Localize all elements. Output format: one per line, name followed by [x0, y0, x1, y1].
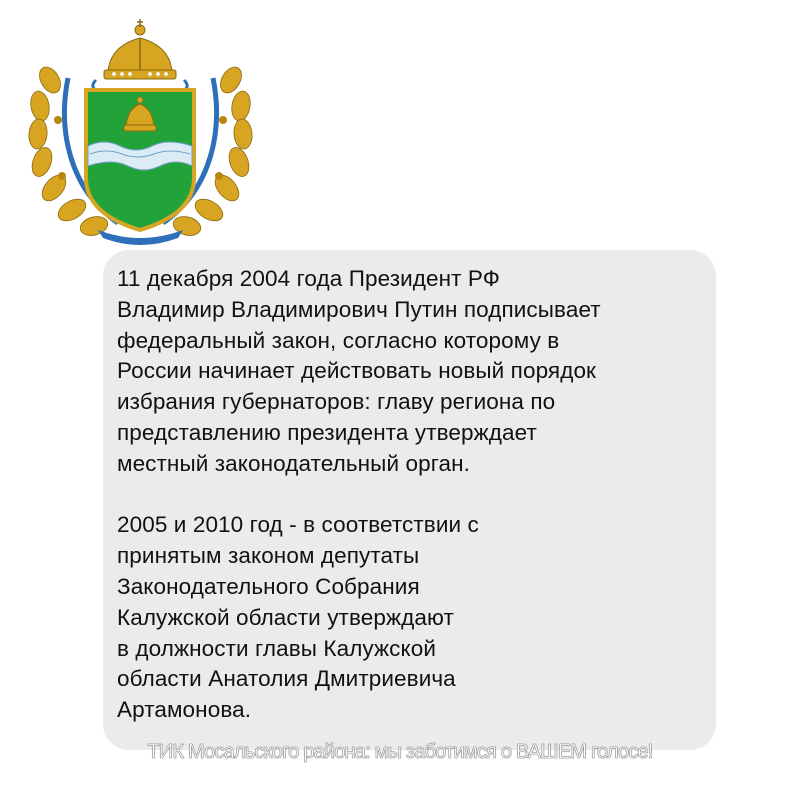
kaluga-coat-of-arms-icon [28, 8, 253, 246]
footer-caption: ТИК Мосальского района: мы заботимся о ВАШЕМ голосе! [147, 741, 653, 763]
history-paragraph-2004: 11 декабря 2004 года Президент РФ Владимир Владимирович Путин подписывает федеральный закон, согласно которому в России начинает действовать новый порядок избрания губернаторов: главу региона по представлению президента утверждает местный законодательный орган. [117, 266, 601, 476]
text-card [103, 250, 716, 750]
history-paragraph-2005-2010: 2005 и 2010 год - в соответствии с принятым законом депутаты Законодательного Собрания Калужской области утверждают в должности главы Калужской области Анатолия Дмитриевича Артамонова. [117, 512, 479, 723]
